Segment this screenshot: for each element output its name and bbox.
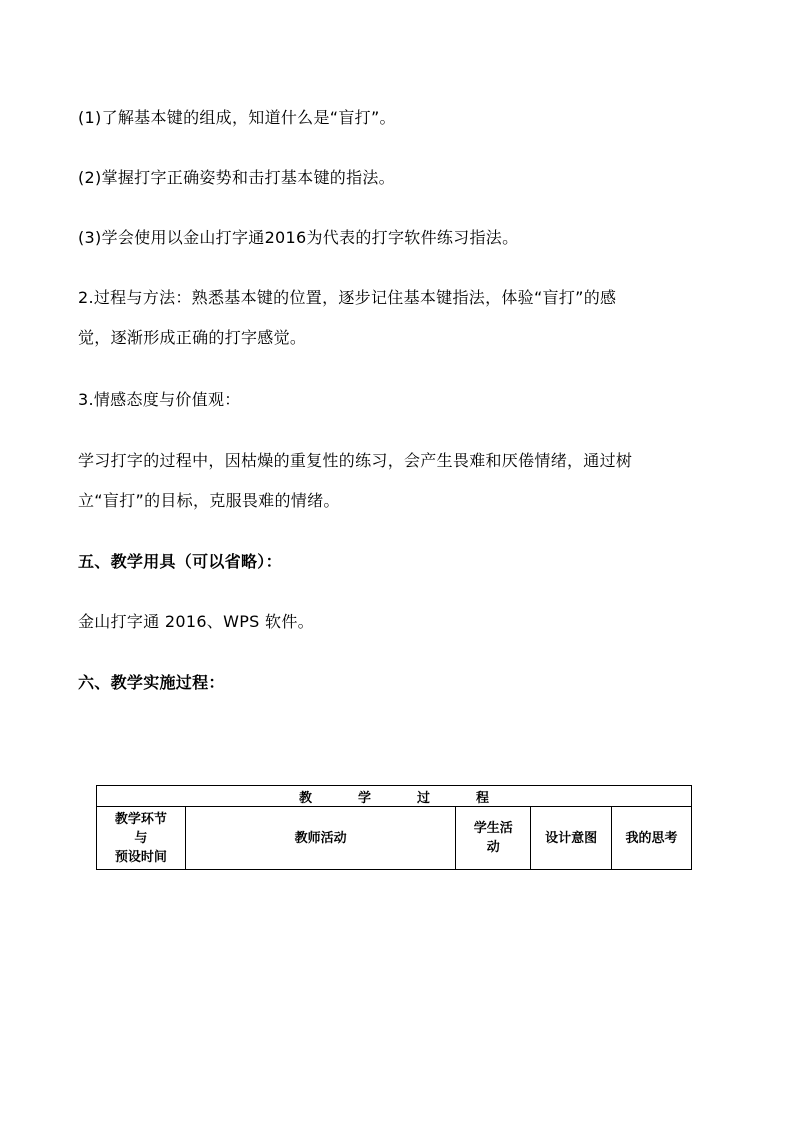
header-student-activity-line-1: 学生活 — [473, 821, 513, 836]
table-title — [97, 787, 691, 806]
emotion-attitude-line-2: 立“盲打”的目标，克服畏难的情绪。 — [78, 491, 340, 510]
header-stage-time — [97, 807, 186, 870]
tools-text: 金山打字通 2016、WPS 软件。 — [78, 612, 314, 631]
table-title-char: 教 — [298, 790, 312, 806]
objective-item-2: (2)掌握打字正确姿势和击打基本键的指法。 — [78, 168, 395, 187]
table-title-char: 程 — [476, 790, 490, 806]
objective-item-3: (3)学会使用以金山打字通2016为代表的打字软件练习指法。 — [78, 228, 519, 247]
header-stage-time-line-2: 与 — [134, 830, 148, 846]
header-stage-time-line-1: 教学环节 — [114, 811, 167, 827]
table-title-cell — [97, 786, 692, 807]
header-student-activity-line-2: 动 — [486, 840, 500, 855]
objective-item-1: (1)了解基本键的组成，知道什么是“盲打”。 — [78, 108, 396, 127]
table-header-row — [97, 807, 692, 870]
header-my-reflection: 我的思考 — [612, 807, 692, 870]
header-design-intent: 设计意图 — [531, 807, 612, 870]
table-title-char: 学 — [357, 790, 371, 806]
table-title-row — [97, 786, 692, 807]
header-stage-time-line-3: 预设时间 — [114, 849, 167, 865]
header-teacher-activity: 教师活动 — [185, 807, 456, 870]
process-method-line-1: 2.过程与方法：熟悉基本键的位置，逐步记住基本键指法，体验“盲打”的感 — [78, 288, 617, 307]
emotion-attitude-line-1: 学习打字的过程中，因枯燥的重复性的练习，会产生畏难和厌倦情绪，通过树 — [78, 451, 633, 470]
table-title-char: 过 — [417, 790, 431, 806]
emotion-attitude-heading: 3.情感态度与价值观： — [78, 390, 241, 409]
tools-heading: 五、教学用具（可以省略）： — [78, 552, 282, 571]
process-heading: 六、教学实施过程： — [78, 673, 225, 692]
header-student-activity — [456, 807, 531, 870]
teaching-process-table — [96, 785, 692, 870]
process-method-line-2: 觉，逐渐形成正确的打字感觉。 — [78, 328, 307, 347]
